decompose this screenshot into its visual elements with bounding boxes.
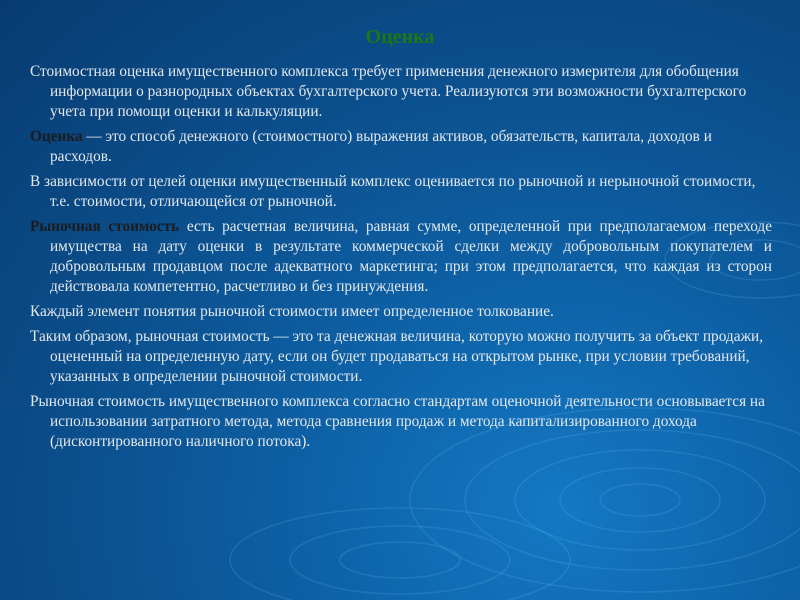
term-highlight: Оценка bbox=[30, 128, 83, 145]
paragraph-text: Каждый элемент понятия рыночной стоимости имеет определенное толкование. bbox=[30, 303, 554, 320]
paragraph-text: — это способ денежного (стоимостного) выражения активов, обязательств, капитала, доходов и расходов. bbox=[50, 128, 712, 165]
paragraph-definition-valuation bbox=[30, 127, 772, 167]
paragraph-text: есть расчетная величина, равная сумме, определенной при предполагаемом переходе имущества на дату оценки в результате коммерческой сделки между добровольным покупателем и добровольным продавцом после адекватного маркетинга; при этом предполагается, что каждая из сторон действовала компетентно, расчетливо и без принуждения. bbox=[50, 218, 772, 295]
paragraph-definition-market-value bbox=[30, 217, 772, 297]
paragraph-interpretation bbox=[30, 302, 772, 322]
term-highlight: Рыночная стоимость bbox=[30, 218, 180, 235]
paragraph-valuation-purpose bbox=[30, 172, 772, 212]
paragraph-intro bbox=[30, 62, 772, 122]
slide-title: Оценка bbox=[365, 26, 435, 48]
paragraph-summary bbox=[30, 327, 772, 387]
paragraph-text: Таким образом, рыночная стоимость — это та денежная величина, которую можно получить за объект продажи, оцененный на определенную дату, если он будет продаваться на открытом рынке, при условии требований, указанных в определении рыночной стоимости. bbox=[30, 328, 764, 385]
slide-body bbox=[30, 62, 772, 457]
paragraph-text: В зависимости от целей оценки имущественный комплекс оценивается по рыночной и нерыночной стоимости, т.е. стоимости, отличающейся от рыночной. bbox=[30, 173, 756, 210]
paragraph-text: Стоимостная оценка имущественного комплекса требует применения денежного измерителя для обобщения информации о разнородных объектах бухгалтерского учета. Реализуются эти возможности бухгалтерского учета при помощи оценки и калькуляции. bbox=[30, 63, 747, 120]
paragraph-methods bbox=[30, 392, 772, 452]
paragraph-text: Рыночная стоимость имущественного комплекса согласно стандартам оценочной деятельности основывается на использовании затратного метода, метода сравнения продаж и метода капитализированного дохода (дисконтированного наличного потока). bbox=[30, 393, 765, 450]
